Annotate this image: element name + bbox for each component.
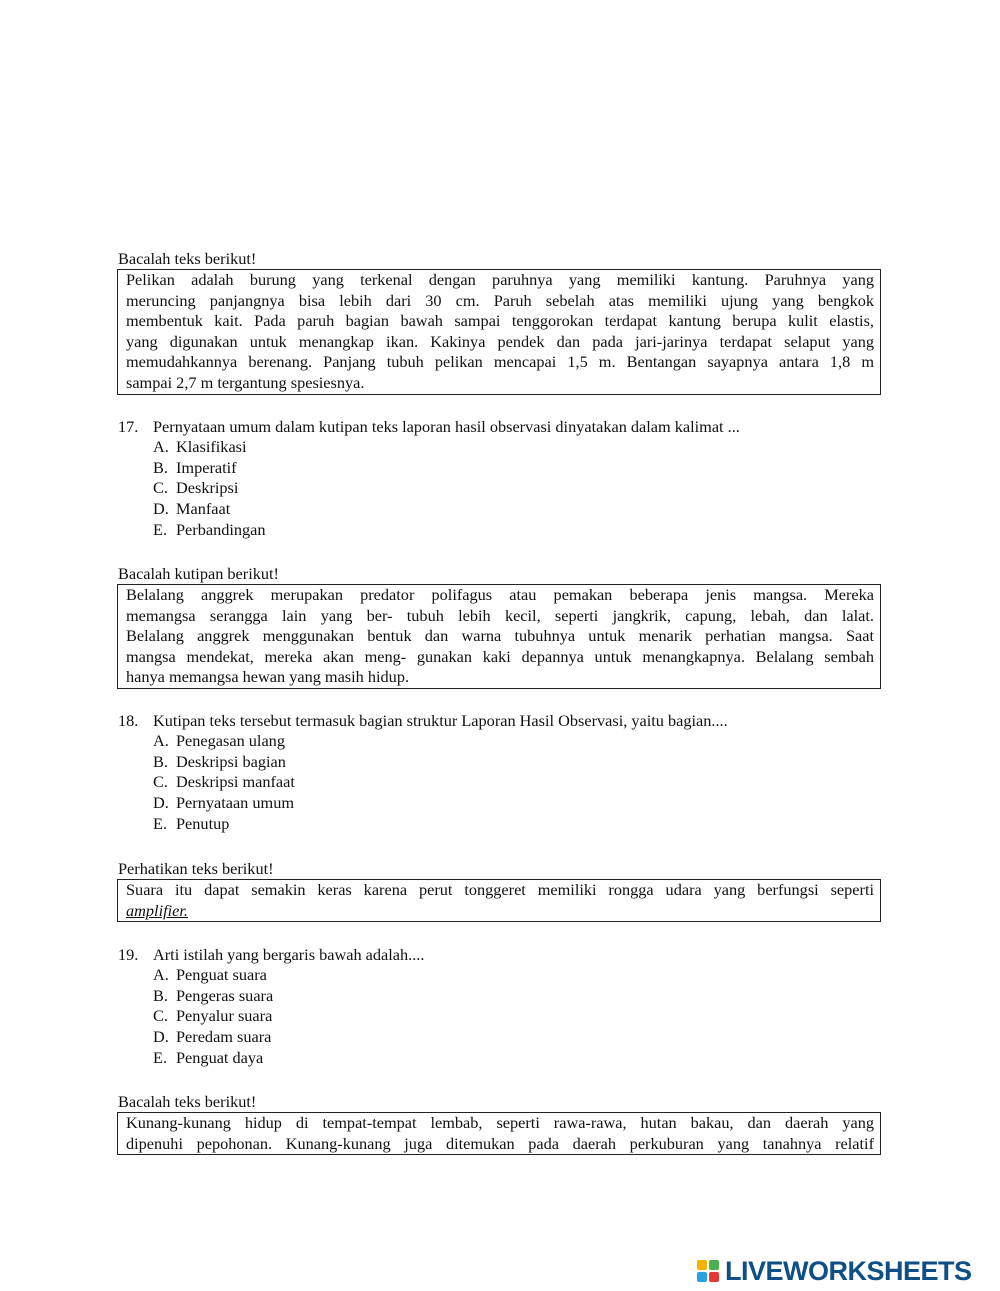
passage-line xyxy=(126,901,874,922)
option-letter: E. xyxy=(153,1047,168,1067)
option-text: Penyalur suara xyxy=(176,1006,273,1026)
question-text: Kutipan teks tersebut termasuk bagian struktur Laporan Hasil Observasi, yaitu bagian.... xyxy=(153,711,728,730)
passage-line: Pelikan adalah burung yang terkenal dengan paruhnya yang memiliki kantung. Paruhnya yang xyxy=(126,270,874,289)
passage-box-2 xyxy=(117,584,881,689)
section-2-intro: Bacalah kutipan berikut! xyxy=(118,564,279,583)
passage-line: hanya memangsa hewan yang masih hidup. xyxy=(126,667,410,687)
option-text: Deskripsi manfaat xyxy=(176,772,295,792)
passage-line: Belalang anggrek merupakan predator polifagus atau pemakan beberapa jenis mangsa. Mereka xyxy=(126,585,874,604)
passage-line: sampai 2,7 m tergantung spesiesnya. xyxy=(126,372,365,392)
option-letter: D. xyxy=(153,793,169,813)
option-a[interactable] xyxy=(153,965,273,986)
options-17 xyxy=(153,437,266,541)
option-e[interactable] xyxy=(153,520,266,541)
logo-text: LIVEWORKSHEETS xyxy=(725,1255,972,1286)
passage-line: memudahkannya berenang. Panjang tubuh pelikan mencapai 1,5 m. Bentangan sayapnya antara 1,8 m xyxy=(126,352,874,372)
option-text: Deskripsi bagian xyxy=(176,751,286,771)
passage-line: Suara itu dapat semakin keras karena perut tonggeret memiliki rongga udara yang berfungsi seperti xyxy=(126,880,874,899)
option-text: Pernyataan umum xyxy=(176,793,295,813)
passage-line: mangsa mendekat, mereka akan meng- gunakan kaki depannya untuk menangkapnya. Belalang sembah xyxy=(126,646,874,666)
option-a[interactable] xyxy=(153,437,266,458)
question-text: Arti istilah yang bergaris bawah adalah.... xyxy=(153,945,425,964)
logo-blocks-icon xyxy=(697,1260,719,1282)
option-letter: A. xyxy=(153,437,169,456)
option-e[interactable] xyxy=(153,1048,273,1069)
logo-block xyxy=(709,1260,719,1270)
question-number: 19. xyxy=(118,945,139,964)
option-text: Penutup xyxy=(176,813,230,833)
section-1-intro: Bacalah teks berikut! xyxy=(118,249,257,268)
option-letter: E. xyxy=(153,519,168,539)
passage-line: memangsa serangga lain yang ber- tubuh lebih kecil, seperti jangkrik, capung, lebah, dan lalat. xyxy=(126,605,874,625)
option-d[interactable] xyxy=(153,793,295,814)
option-letter: C. xyxy=(153,478,168,498)
option-text: Penguat suara xyxy=(176,965,267,984)
option-text: Penguat daya xyxy=(176,1047,264,1067)
passage-line: dipenuhi pepohonan. Kunang-kunang juga ditemukan pada daerah perkuburan yang tanahnya relatif xyxy=(126,1133,874,1153)
option-text: Pengeras suara xyxy=(176,985,274,1005)
option-letter: A. xyxy=(153,731,169,750)
option-letter: E. xyxy=(153,813,168,833)
section-3-intro: Perhatikan teks berikut! xyxy=(118,859,274,878)
passage-box-3 xyxy=(117,879,881,922)
passage-line: Belalang anggrek menggunakan bentuk dan warna tubuhnya untuk menarik perhatian mangsa. Saat xyxy=(126,626,874,646)
option-b[interactable] xyxy=(153,986,273,1007)
section-4-intro: Bacalah teks berikut! xyxy=(118,1092,257,1111)
option-b[interactable] xyxy=(153,458,266,479)
option-text: Klasifikasi xyxy=(176,437,247,456)
option-letter: A. xyxy=(153,965,169,984)
options-19 xyxy=(153,965,273,1069)
logo-block xyxy=(697,1260,707,1270)
underlined-term: amplifier. xyxy=(126,900,188,920)
option-d[interactable] xyxy=(153,1027,273,1048)
question-17 xyxy=(118,417,740,437)
logo-block xyxy=(697,1272,707,1282)
option-d[interactable] xyxy=(153,499,266,520)
passage-box-4 xyxy=(117,1112,881,1155)
passage-line: Kunang-kunang hidup di tempat-tempat lembab, seperti rawa-rawa, hutan bakau, dan daerah yang xyxy=(126,1113,874,1132)
option-b[interactable] xyxy=(153,752,295,773)
option-letter: C. xyxy=(153,772,168,792)
option-text: Deskripsi xyxy=(176,478,239,498)
option-a[interactable] xyxy=(153,731,295,752)
option-text: Manfaat xyxy=(176,499,231,519)
question-text: Pernyataan umum dalam kutipan teks laporan hasil observasi dinyatakan dalam kalimat ... xyxy=(153,417,740,436)
option-e[interactable] xyxy=(153,814,295,835)
passage-line: meruncing panjangnya bisa lebih dari 30 cm. Paruh sebelah atas memiliki ujung yang bengkok xyxy=(126,290,874,310)
question-number: 18. xyxy=(118,711,139,730)
option-text: Penegasan ulang xyxy=(176,731,285,750)
question-18 xyxy=(118,711,728,731)
option-text: Imperatif xyxy=(176,457,237,477)
option-letter: C. xyxy=(153,1006,168,1026)
option-c[interactable] xyxy=(153,1006,273,1027)
option-c[interactable] xyxy=(153,478,266,499)
question-19 xyxy=(118,945,424,965)
passage-line: yang digunakan untuk menangkap ikan. Kakinya pendek dan pada jari-jarinya terdapat selaput yang xyxy=(126,331,874,351)
question-number: 17. xyxy=(118,417,139,436)
option-text: Peredam suara xyxy=(176,1027,272,1047)
option-letter: B. xyxy=(153,985,168,1005)
option-letter: D. xyxy=(153,499,169,519)
option-letter: B. xyxy=(153,457,168,477)
passage-box-1 xyxy=(117,269,881,395)
options-18 xyxy=(153,731,295,835)
option-letter: D. xyxy=(153,1027,169,1047)
option-c[interactable] xyxy=(153,772,295,793)
option-letter: B. xyxy=(153,751,168,771)
logo-block xyxy=(709,1272,719,1282)
option-text: Perbandingan xyxy=(176,519,266,539)
passage-line: membentuk kait. Pada paruh bagian bawah sampai tenggorokan terdapat kantung berupa kulit elastis, xyxy=(126,311,874,331)
liveworksheets-logo xyxy=(697,1256,997,1286)
